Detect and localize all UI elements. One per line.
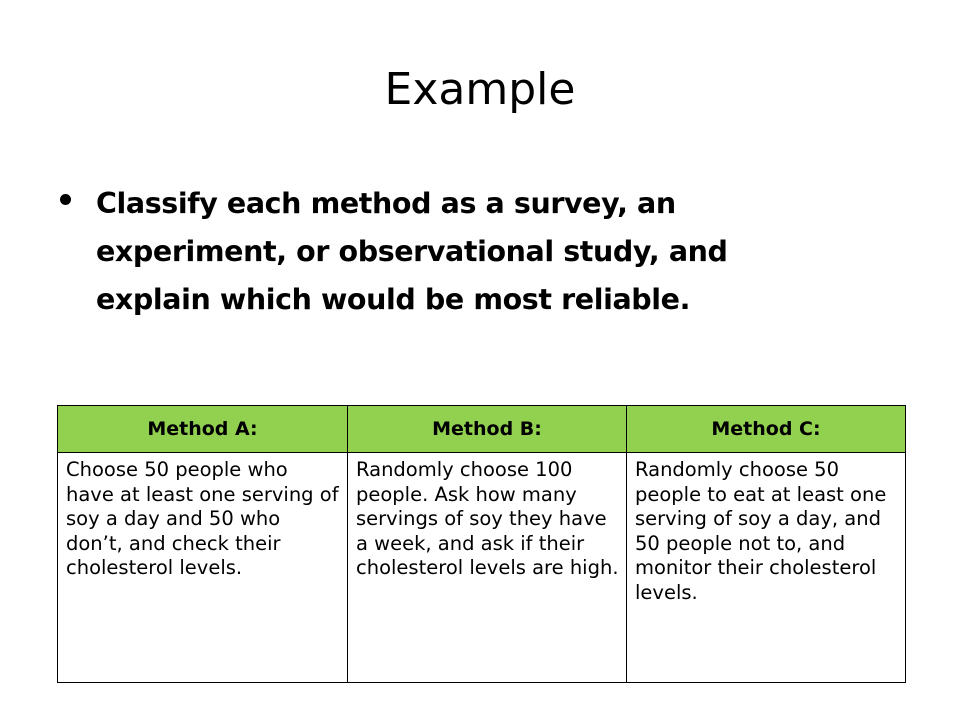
cell-method-c: Randomly choose 50 people to eat at least one serving of soy a day, and 50 people not to, and monitor their cholesterol levels. [627,453,906,683]
bullet-dot-icon [60,194,71,205]
header-method-b: Method B: [348,406,627,453]
slide-title: Example [384,64,576,115]
header-method-a: Method A: [58,406,348,453]
table-header-row [58,406,906,453]
cell-method-a: Choose 50 people who have at least one serving of soy a day and 50 who don’t, and check their cholesterol levels. [58,453,348,683]
bullet-text: Classify each method as a survey, an experiment, or observational study, and explain which would be most reliable. [96,187,728,316]
table-row [58,453,906,683]
bullet-list [60,180,850,324]
header-method-c: Method C: [627,406,906,453]
methods-table [57,405,906,683]
cell-method-b: Randomly choose 100 people. Ask how many servings of soy they have a week, and ask if their cholesterol levels are high. [348,453,627,683]
